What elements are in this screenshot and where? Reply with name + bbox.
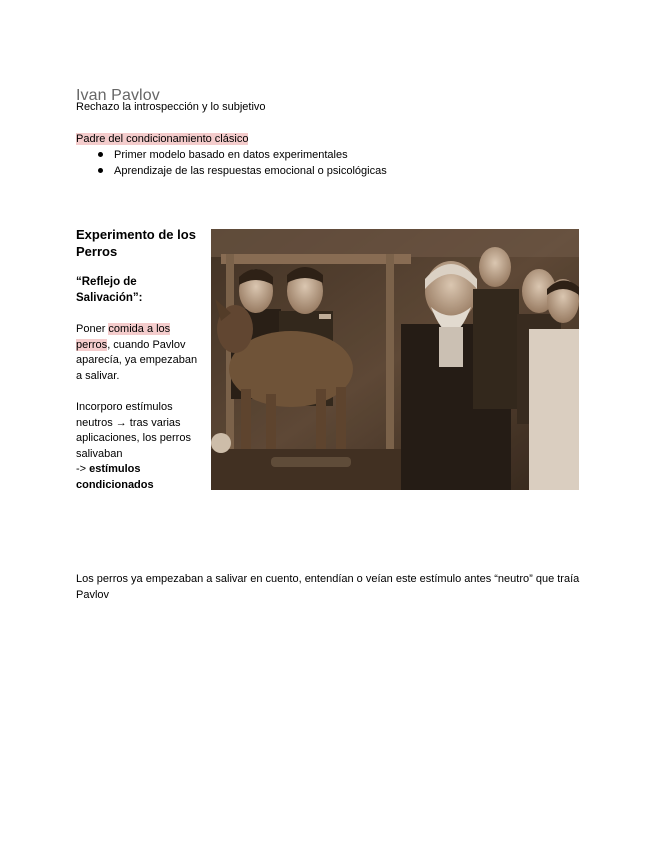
pavlov-lab-photo <box>211 229 579 490</box>
para1-highlight: comida a los perros <box>76 323 171 351</box>
para2-text: Incorporo estímulos neutros → tras varias aplicaciones, los perros salivaban <box>76 401 191 460</box>
bullet-item: Primer modelo basado en datos experimentales <box>96 147 387 163</box>
para2-arrow: -> <box>76 463 90 475</box>
experiment-heading: Experimento de los Perros <box>76 227 196 259</box>
page-title: Ivan Pavlov <box>76 86 160 104</box>
highlight-line <box>76 132 248 147</box>
experiment-column <box>76 226 206 493</box>
experiment-paragraph-2 <box>76 400 206 493</box>
experiment-paragraph-1 <box>76 322 206 384</box>
para1-before: Poner <box>76 323 109 335</box>
reflex-subheading: “Reflejo de Salivación”: <box>76 276 143 304</box>
bullet-item: Aprendizaje de las respuestas emocional o psicológicas <box>96 163 387 179</box>
para2-bold: estímulos condicionados <box>76 463 154 491</box>
bullet-list <box>96 147 387 179</box>
para1-after: , cuando Pavlov aparecía, ya empezaban a salivar. <box>76 338 198 382</box>
highlighted-text: Padre del condicionamiento clásico <box>76 133 249 145</box>
intro-text: Rechazo la introspección y lo subjetivo <box>76 101 266 113</box>
footer-paragraph: Los perros ya empezaban a salivar en cuento, entendían o veían este estímulo antes “neutro” que traía Pavlov <box>76 573 580 601</box>
